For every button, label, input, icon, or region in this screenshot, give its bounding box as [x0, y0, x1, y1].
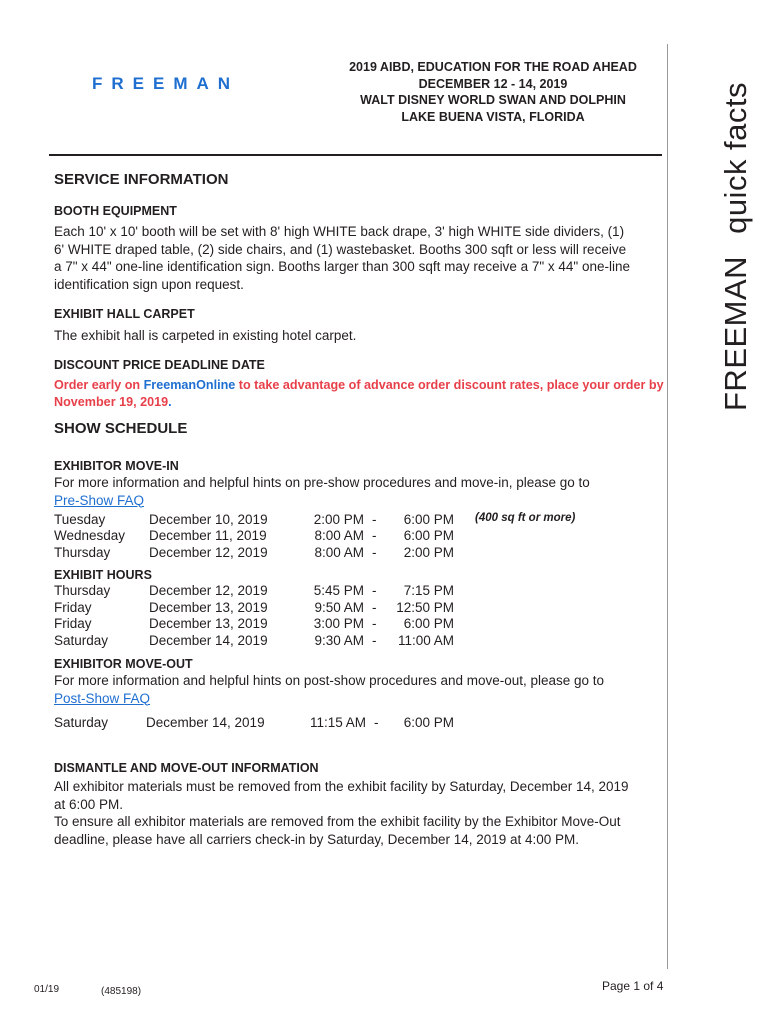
row-date: December 12, 2019	[149, 545, 268, 560]
row-date: December 10, 2019	[149, 512, 268, 527]
discount-period: .	[168, 394, 172, 409]
exhibit-hall-carpet-heading: EXHIBIT HALL CARPET	[54, 307, 195, 321]
row-end: 12:50 PM	[396, 600, 454, 615]
row-date: December 14, 2019	[149, 633, 268, 648]
carpet-text: The exhibit hall is carpeted in existing hotel carpet.	[54, 328, 357, 343]
post-show-faq-link[interactable]: Post-Show FAQ	[54, 690, 151, 706]
move-out-description: For more information and helpful hints on post-show procedures and move-out, please go to	[54, 673, 605, 688]
row-day: Tuesday	[54, 512, 106, 527]
row-end: 7:15 PM	[403, 583, 454, 598]
row-end: 2:00 PM	[403, 545, 454, 560]
booth-line: identification sign upon request.	[54, 276, 244, 292]
page-number: Page 1 of 4	[602, 979, 664, 993]
row-date: December 13, 2019	[149, 616, 268, 631]
sidebar-divider	[667, 44, 668, 969]
dismantle-line: All exhibitor materials must be removed from the exhibit facility by Saturday, December 14, 2019	[54, 779, 629, 794]
event-dates: DECEMBER 12 - 14, 2019	[418, 76, 568, 91]
row-note: (400 sq ft or more)	[475, 512, 576, 524]
row-dash: -	[372, 633, 377, 648]
event-location: LAKE BUENA VISTA, FLORIDA	[401, 109, 585, 124]
row-start: 8:00 AM	[314, 545, 364, 560]
move-in-text	[54, 474, 590, 509]
row-dash: -	[372, 528, 377, 543]
move-in-description: For more information and helpful hints on pre-show procedures and move-in, please go to	[54, 475, 590, 490]
row-start: 9:30 AM	[314, 633, 364, 648]
row-dash: -	[372, 616, 377, 631]
booth-equipment-text	[54, 223, 630, 293]
pre-show-faq-link[interactable]: Pre-Show FAQ	[54, 492, 145, 508]
row-date: December 14, 2019	[146, 715, 265, 730]
sidebar-brand: FREEMAN	[718, 255, 753, 411]
row-end: 6:00 PM	[403, 512, 454, 527]
move-out-text	[54, 672, 604, 707]
row-end: 6:00 PM	[403, 528, 454, 543]
booth-equipment-heading: BOOTH EQUIPMENT	[54, 204, 177, 218]
freemanonline-link[interactable]: FreemanOnline	[143, 378, 236, 392]
show-schedule-heading: SHOW SCHEDULE	[54, 420, 188, 437]
sidebar-label: quick facts	[718, 81, 753, 234]
row-date: December 11, 2019	[149, 528, 267, 543]
row-start: 3:00 PM	[313, 616, 364, 631]
dismantle-line: at 6:00 PM.	[54, 796, 124, 812]
row-start: 2:00 PM	[313, 512, 364, 527]
event-header	[318, 59, 668, 125]
row-date: December 12, 2019	[149, 583, 268, 598]
row-day: Friday	[54, 616, 92, 631]
row-dash: -	[374, 715, 379, 730]
row-end: 6:00 PM	[403, 616, 454, 631]
discount-deadline-date: November 19, 2019	[54, 394, 169, 409]
dismantle-line: To ensure all exhibitor materials are removed from the exhibit facility by the Exhibitor Move-Out	[54, 814, 621, 829]
row-day: Saturday	[54, 633, 109, 648]
discount-pre: Order early on	[54, 378, 144, 392]
discount-post: to take advantage of advance order discount rates, place your order by	[235, 378, 664, 392]
row-day: Thursday	[54, 545, 111, 560]
row-start: 11:15 AM	[309, 715, 366, 730]
event-venue: WALT DISNEY WORLD SWAN AND DOLPHIN	[360, 93, 626, 107]
row-end: 6:00 PM	[403, 715, 454, 730]
row-day: Thursday	[54, 583, 111, 598]
dismantle-line: deadline, please have all carriers check-in by Saturday, December 14, 2019 at 4:00 PM.	[54, 831, 580, 847]
booth-line: 6' WHITE draped table, (2) side chairs, and (1) wastebasket. Booths 300 sqft or less will receive	[54, 241, 627, 257]
footer-date: 01/19	[34, 984, 60, 995]
row-day: Saturday	[54, 715, 109, 730]
row-day: Friday	[54, 600, 92, 615]
move-out-heading: EXHIBITOR MOVE-OUT	[54, 657, 193, 671]
event-title: 2019 AIBD, EDUCATION FOR THE ROAD AHEAD	[349, 60, 637, 74]
exhibit-hours-heading: EXHIBIT HOURS	[54, 568, 152, 582]
row-dash: -	[372, 512, 377, 527]
footer-code: (485198)	[101, 986, 142, 997]
header-divider	[49, 154, 662, 156]
dismantle-text	[54, 778, 629, 848]
row-day: Wednesday	[54, 528, 126, 543]
move-in-heading: EXHIBITOR MOVE-IN	[54, 459, 179, 473]
row-start: 9:50 AM	[314, 600, 364, 615]
booth-line: Each 10' x 10' booth will be set with 8' high WHITE back drape, 3' high WHITE side dividers, (1)	[54, 224, 625, 239]
row-dash: -	[372, 583, 377, 598]
row-dash: -	[372, 545, 377, 560]
dismantle-heading: DISMANTLE AND MOVE-OUT INFORMATION	[54, 761, 319, 775]
service-information-heading: SERVICE INFORMATION	[54, 171, 229, 188]
freeman-logo: FREEMAN	[92, 74, 240, 93]
row-end: 11:00 AM	[397, 633, 454, 648]
row-dash: -	[372, 600, 377, 615]
sidebar-title	[718, 82, 754, 411]
discount-text	[54, 377, 664, 410]
row-date: December 13, 2019	[149, 600, 268, 615]
row-start: 8:00 AM	[314, 528, 364, 543]
row-start: 5:45 PM	[313, 583, 364, 598]
booth-line: a 7" x 44" one-line identification sign. Booths larger than 300 sqft may receive a 7" x 44" one-line	[54, 259, 631, 274]
discount-deadline-heading: DISCOUNT PRICE DEADLINE DATE	[54, 358, 265, 372]
